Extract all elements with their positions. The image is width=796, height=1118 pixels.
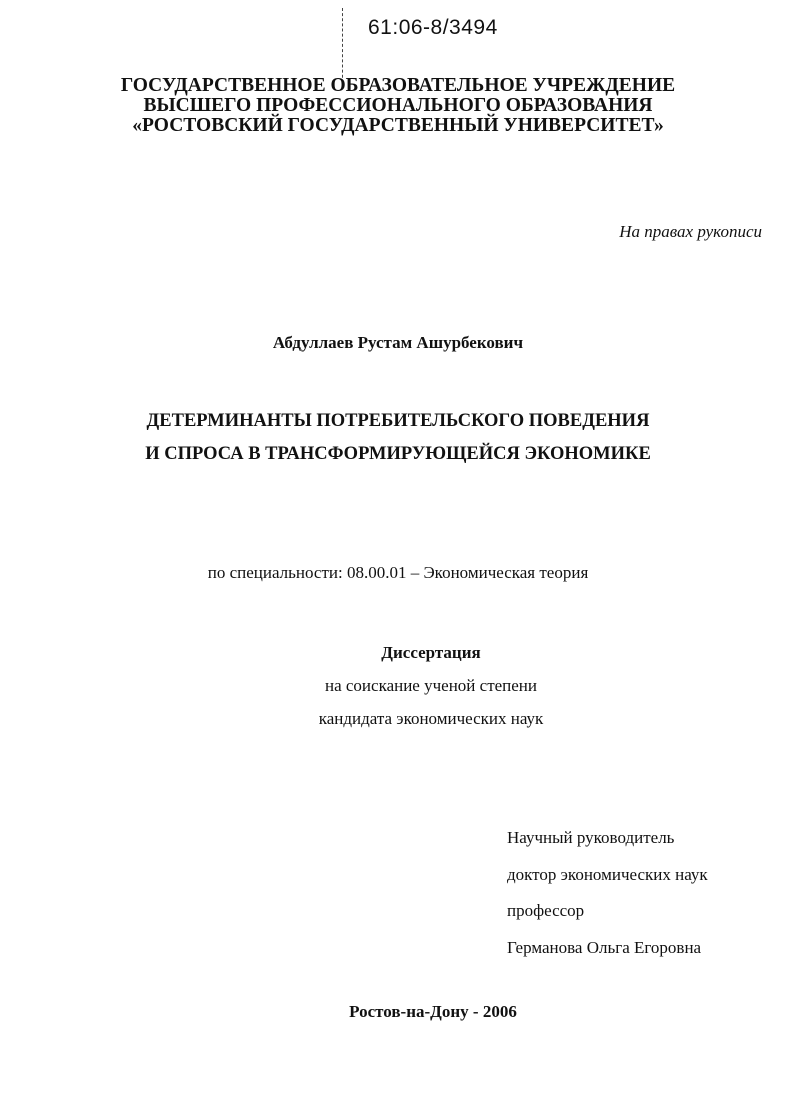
manuscript-rights-note: На правах рукописи — [619, 222, 762, 241]
institution-name — [0, 76, 796, 136]
archive-stamp-number: 61:06-8/3494 — [368, 16, 498, 39]
supervisor-name: Германова Ольга Егоровна — [507, 937, 702, 957]
supervisor-block — [507, 820, 708, 966]
degree-line: кандидата экономических наук — [318, 709, 544, 728]
institution-line: «РОСТОВСКИЙ ГОСУДАРСТВЕННЫЙ УНИВЕРСИТЕТ» — [132, 115, 664, 136]
institution-line: ВЫСШЕГО ПРОФЕССИОНАЛЬНОГО ОБРАЗОВАНИЯ — [143, 95, 653, 116]
degree-line: на соискание ученой степени — [324, 676, 538, 695]
title-line: ДЕТЕРМИНАНТЫ ПОТРЕБИТЕЛЬСКОГО ПОВЕДЕНИЯ — [146, 411, 650, 431]
title-line: И СПРОСА В ТРАНСФОРМИРУЮЩЕЙСЯ ЭКОНОМИКЕ — [145, 444, 651, 464]
supervisor-line: Научный руководитель — [507, 828, 675, 847]
specialty: по специальности: 08.00.01 – Экономическая теория — [207, 563, 589, 582]
institution-line: ГОСУДАРСТВЕННОЕ ОБРАЗОВАТЕЛЬНОЕ УЧРЕЖДЕНИЕ — [120, 75, 676, 96]
dissertation-heading: Диссертация — [381, 643, 481, 662]
dissertation-info — [0, 636, 796, 735]
city-year: Ростов-на-Дону - 2006 — [349, 1002, 517, 1021]
supervisor-line: профессор — [507, 901, 585, 920]
dissertation-title — [0, 405, 796, 471]
author-name: Абдуллаев Рустам Ашурбекович — [272, 333, 524, 352]
supervisor-line: доктор экономических наук — [507, 864, 708, 884]
